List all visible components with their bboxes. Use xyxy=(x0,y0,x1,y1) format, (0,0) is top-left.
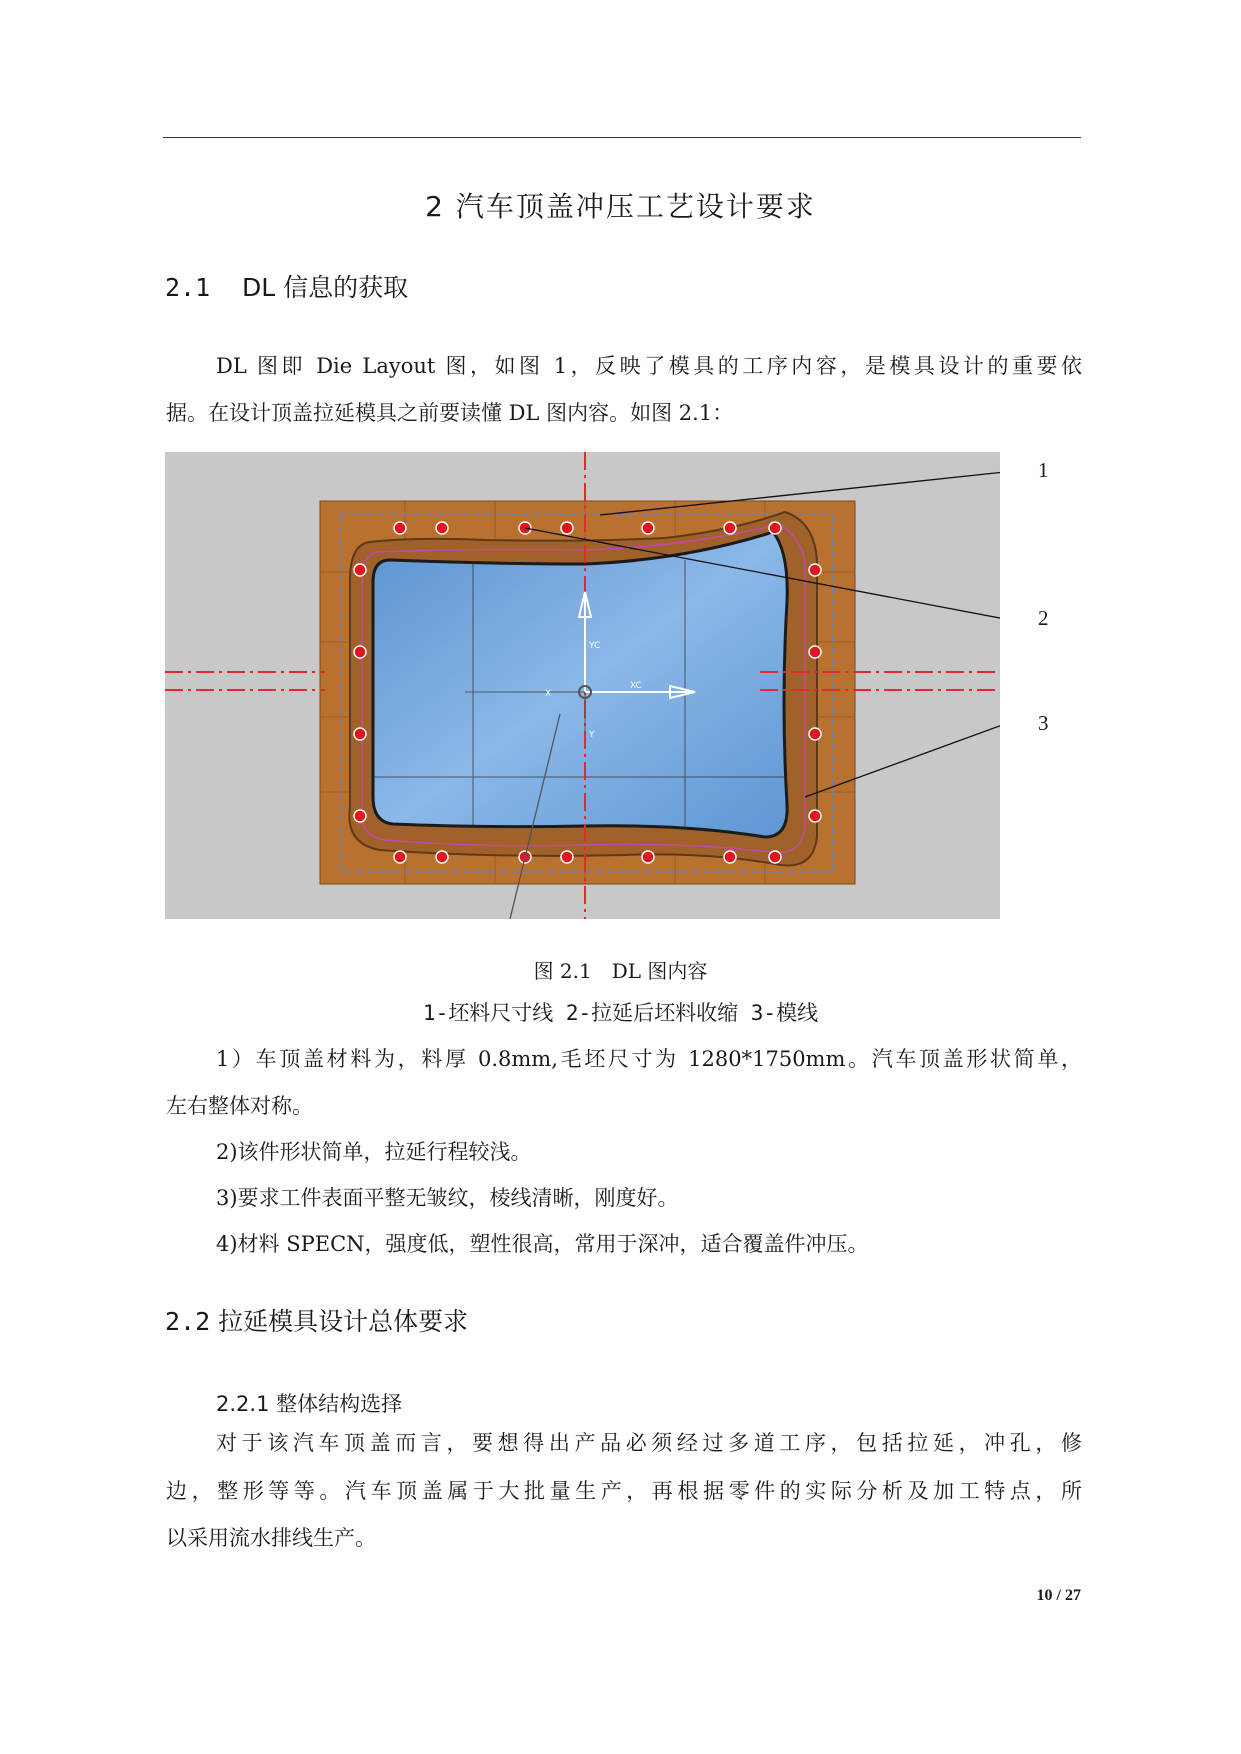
callout-3: 3 xyxy=(1038,711,1049,735)
marker xyxy=(394,522,406,534)
marker xyxy=(354,728,366,740)
figure-caption: 图 2.1 DL 图内容 xyxy=(533,959,708,983)
figure-legend: 1-坯料尺寸线 2-拉延后坯料收缩 3-模线 xyxy=(422,1001,819,1025)
list-item-3: 3)要求工件表面平整无皱纹，棱线清晰，刚度好。 xyxy=(216,1186,679,1210)
dl-layout-diagram xyxy=(165,452,1000,919)
section-title: DL 信息的获取 xyxy=(241,273,409,302)
marker xyxy=(809,728,821,740)
para-2-2-1-line-2: 边，整形等等。汽车顶盖属于大批量生产，再根据零件的实际分析及加工特点，所 xyxy=(166,1479,1082,1503)
para-2-2-1-line-1: 对于该汽车顶盖而言，要想得出产品必须经过多道工序，包括拉延，冲孔，修 xyxy=(216,1431,1082,1455)
marker xyxy=(769,851,781,863)
marker xyxy=(436,851,448,863)
marker xyxy=(642,851,654,863)
marker xyxy=(436,522,448,534)
intro-line-2: 据。在设计顶盖拉延模具之前要读懂 DL 图内容。如图 2.1： xyxy=(166,401,734,425)
header-rule xyxy=(163,137,1081,138)
section-2-1-heading xyxy=(165,268,408,304)
marker xyxy=(354,646,366,658)
list-item-1-line-1: 1）车顶盖材料为，料厚 0.8mm,毛坯尺寸为 1280*1750mm。汽车顶盖形状简单， xyxy=(216,1047,1082,1071)
section-2-2-1-heading: 2.2.1 整体结构选择 xyxy=(216,1392,403,1416)
section-number: 2.1 xyxy=(165,273,211,302)
section-2-2-heading xyxy=(165,1302,468,1338)
marker xyxy=(724,522,736,534)
section-title: 拉延模具设计总体要求 xyxy=(218,1307,469,1336)
callout-2: 2 xyxy=(1038,606,1049,630)
axis-label-y: Y xyxy=(589,730,595,740)
marker xyxy=(809,646,821,658)
marker xyxy=(354,564,366,576)
marker xyxy=(809,810,821,822)
marker xyxy=(809,564,821,576)
chapter-title: 2 汽车顶盖冲压工艺设计要求 xyxy=(425,190,816,223)
callout-1: 1 xyxy=(1038,458,1049,482)
marker xyxy=(642,522,654,534)
marker xyxy=(354,810,366,822)
list-item-1-line-2: 左右整体对称。 xyxy=(166,1094,313,1118)
axis-label-yc: YC xyxy=(589,641,601,651)
axis-label-x: X xyxy=(545,689,552,699)
roof-panel xyxy=(373,532,787,837)
axis-label-xc: XC xyxy=(630,681,642,691)
page-number: 10 / 27 xyxy=(1036,1587,1081,1604)
list-item-2: 2)该件形状简单，拉延行程较浅。 xyxy=(216,1140,532,1164)
section-number: 2.2 xyxy=(165,1307,211,1336)
marker xyxy=(724,851,736,863)
dl-figure xyxy=(165,452,1000,919)
para-2-2-1-line-3: 以采用流水排线生产。 xyxy=(166,1526,376,1550)
list-item-4: 4)材料 SPECN，强度低，塑性很高，常用于深冲，适合覆盖件冲压。 xyxy=(216,1232,869,1256)
marker xyxy=(561,522,573,534)
marker xyxy=(769,522,781,534)
intro-line-1: DL 图即 Die Layout 图，如图 1，反映了模具的工序内容，是模具设计的重要依 xyxy=(216,354,1082,378)
marker xyxy=(561,851,573,863)
marker xyxy=(394,851,406,863)
